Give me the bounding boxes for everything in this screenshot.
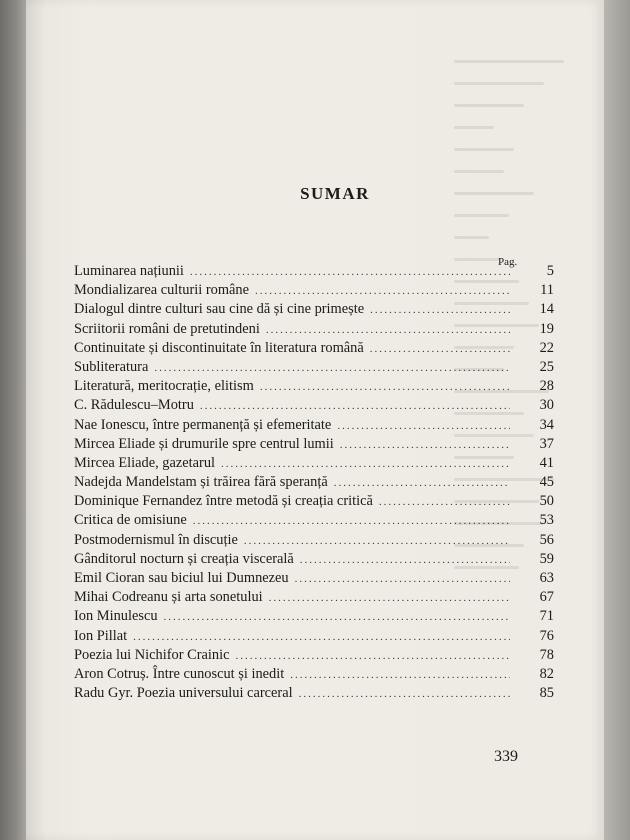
toc-entry-title: Mondializarea culturii române	[74, 282, 250, 299]
toc-entry-title: Scriitorii români de pretutindeni	[74, 320, 260, 337]
toc-entry	[74, 435, 554, 454]
toc-entry	[74, 531, 554, 550]
toc-entry	[74, 627, 554, 646]
toc-entry-page: 85	[539, 685, 554, 702]
toc-entry	[74, 339, 554, 358]
dot-leader	[379, 493, 510, 512]
toc-entry-page: 45	[539, 474, 554, 491]
toc-entry-page: 50	[539, 493, 554, 510]
dot-leader	[244, 532, 510, 551]
dot-leader	[260, 378, 510, 397]
dot-leader	[340, 436, 510, 455]
toc-entry-title: Ion Pillat	[74, 627, 128, 644]
toc-entry	[74, 454, 554, 473]
toc-entry	[74, 358, 554, 377]
toc-entry-page: 71	[539, 608, 554, 625]
toc-entry	[74, 569, 554, 588]
toc-entry-title: Dominique Fernandez între metodă și creația critică	[74, 493, 373, 510]
dot-leader	[221, 455, 510, 474]
toc-entry-title: Nae Ionescu, între permanență și efemeritate	[74, 416, 332, 433]
toc-entry-page: 76	[539, 627, 554, 644]
toc-entry-title: Gânditorul nocturn și creația viscerală	[74, 550, 294, 567]
toc-entry	[74, 607, 554, 626]
toc-entry-page: 78	[539, 646, 554, 663]
toc-entry	[74, 300, 554, 319]
toc-entry-title: Mircea Eliade și drumurile spre centrul lumii	[74, 435, 334, 452]
dot-leader	[133, 628, 510, 647]
page-column-label: Pag.	[498, 256, 518, 268]
dot-leader	[295, 570, 510, 589]
toc-entry	[74, 646, 554, 665]
toc-entry-page: 41	[539, 454, 554, 471]
toc-entry-page: 28	[539, 378, 554, 395]
page-stack-edge	[604, 0, 630, 840]
toc-entry-title: Emil Cioran sau biciul lui Dumnezeu	[74, 570, 289, 586]
table-of-contents	[74, 262, 554, 703]
dot-leader	[334, 474, 510, 493]
dot-leader	[269, 589, 510, 608]
toc-entry-page: 37	[539, 435, 554, 452]
toc-entry-title: Nadejda Mandelstam și trăirea fără speranță	[74, 474, 328, 491]
toc-entry-page: 19	[539, 320, 554, 337]
toc-entry-page: 25	[539, 358, 554, 375]
dot-leader	[299, 685, 510, 704]
toc-entry-title: Literatură, meritocrație, elitism	[74, 378, 254, 395]
toc-entry	[74, 473, 554, 492]
toc-entry-page: 67	[539, 589, 554, 606]
dot-leader	[290, 666, 510, 685]
dot-leader	[300, 551, 510, 570]
toc-entry-page: 53	[539, 512, 554, 529]
toc-entry-page: 82	[539, 665, 554, 682]
toc-entry	[74, 416, 554, 435]
toc-entry-title: Continuitate și discontinuitate în literatura română	[74, 339, 364, 356]
toc-entry-page: 11	[540, 282, 554, 299]
toc-entry	[74, 281, 554, 300]
toc-entry-page: 14	[539, 301, 554, 318]
dot-leader	[337, 417, 510, 436]
dot-leader	[190, 263, 510, 282]
toc-entry	[74, 665, 554, 684]
page-number: 339	[494, 748, 518, 765]
toc-entry-page: 34	[539, 416, 554, 433]
toc-entry	[74, 511, 554, 530]
toc-entry	[74, 550, 554, 569]
toc-heading: SUMAR	[300, 184, 370, 203]
toc-entry-page: 30	[539, 397, 554, 414]
toc-entry	[74, 684, 554, 703]
toc-entry-title: Luminarea națiunii	[74, 263, 184, 279]
toc-entry	[74, 377, 554, 396]
toc-entry-page: 56	[539, 531, 554, 548]
toc-entry-title: Postmodernismul în discuție	[74, 531, 238, 548]
toc-entry	[74, 262, 554, 281]
toc-entry-title: Subliteratura	[74, 358, 149, 375]
toc-entry-page: 5	[546, 263, 554, 279]
dot-leader	[193, 512, 510, 531]
toc-entry-title: C. Rădulescu–Motru	[74, 397, 194, 414]
dot-leader	[154, 359, 510, 378]
toc-entry-title: Mircea Eliade, gazetarul	[74, 454, 216, 471]
toc-entry-title: Mihai Codreanu și arta sonetului	[74, 589, 263, 606]
dot-leader	[235, 647, 510, 666]
toc-entry-title: Radu Gyr. Poezia universului carceral	[74, 685, 293, 702]
dot-leader	[266, 321, 510, 340]
toc-entry	[74, 588, 554, 607]
dot-leader	[200, 397, 510, 416]
toc-entry-title: Ion Minulescu	[74, 608, 158, 625]
toc-entry-page: 63	[539, 570, 554, 586]
book-spine-shadow	[0, 0, 26, 840]
dot-leader	[370, 301, 510, 320]
toc-entry-page: 59	[539, 550, 554, 567]
toc-entry	[74, 492, 554, 511]
dot-leader	[164, 608, 510, 627]
toc-entry-page: 22	[539, 339, 554, 356]
toc-entry-title: Dialogul dintre culturi sau cine dă și cine primește	[74, 301, 365, 318]
toc-entry	[74, 320, 554, 339]
dot-leader	[255, 282, 510, 301]
dot-leader	[370, 340, 510, 359]
toc-entry-title: Critica de omisiune	[74, 512, 187, 529]
toc-entry-title: Poezia lui Nichifor Crainic	[74, 646, 230, 663]
toc-entry-title: Aron Cotruș. Între cunoscut și inedit	[74, 665, 285, 682]
toc-entry	[74, 396, 554, 415]
